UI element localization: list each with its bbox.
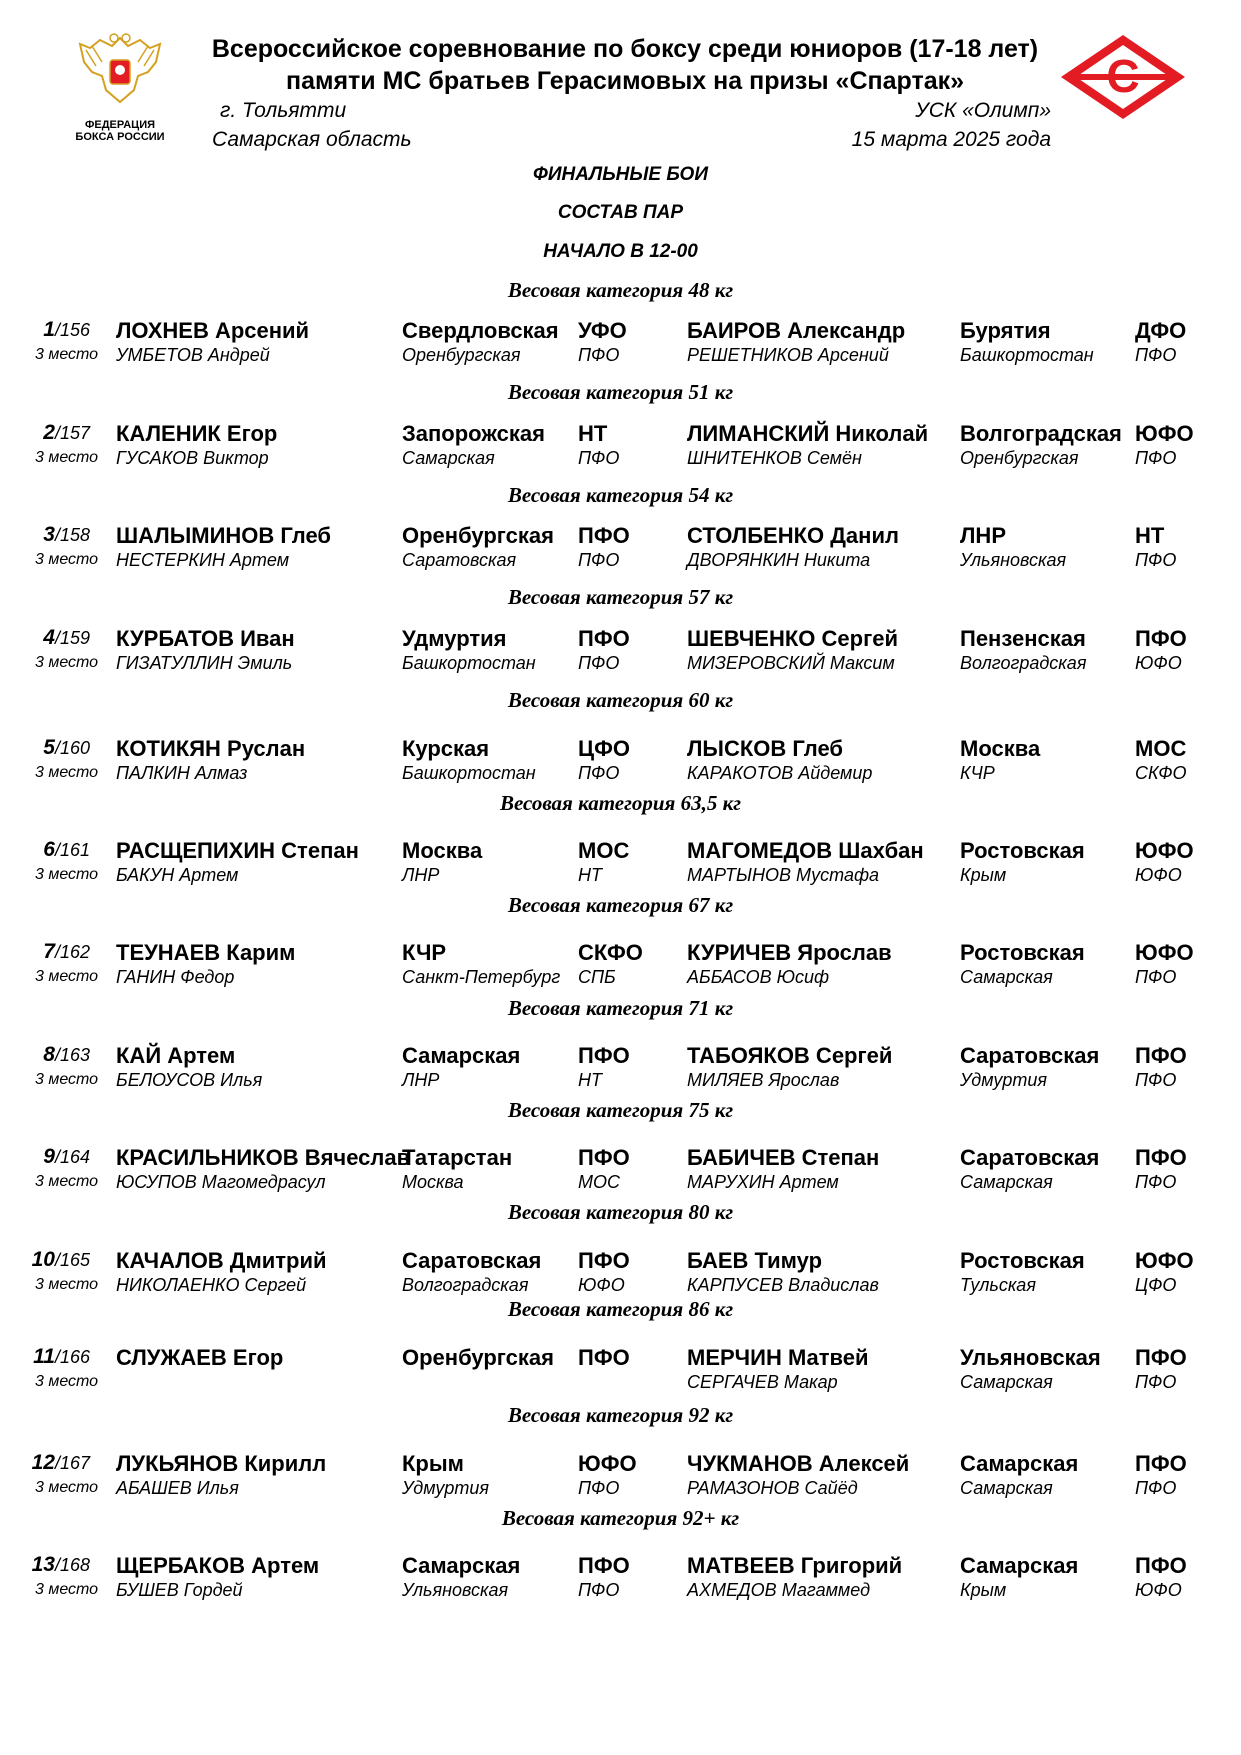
bout-code: 167: [59, 1453, 90, 1473]
third-place-a-region: Санкт-Петербург: [402, 967, 561, 987]
weight-category-heading: Весовая категория 92 кг: [507, 1403, 734, 1427]
third-place-b-name: МАРУХИН Артем: [687, 1172, 839, 1192]
red-corner-region: Самарская: [402, 1043, 521, 1068]
red-corner-region: Оренбургская: [402, 1345, 554, 1370]
subheading-finals: ФИНАЛЬНЫЕ БОИ: [533, 164, 708, 185]
page-title-line1: Всероссийское соревнование по боксу среди юниоров (17-18 лет): [211, 35, 1039, 63]
red-corner-region: Саратовская: [402, 1248, 542, 1273]
weight-category-heading: Весовая категория 67 кг: [507, 893, 734, 917]
bout-index: 8: [43, 1043, 55, 1066]
red-corner-region: Удмуртия: [402, 626, 507, 651]
third-place-b-region: Тульская: [960, 1275, 1036, 1295]
blue-corner-region: Саратовская: [960, 1043, 1100, 1068]
third-place-a-district: ЮФО: [578, 1275, 625, 1295]
blue-corner-region: Ульяновская: [960, 1345, 1101, 1370]
bout-index: 1: [43, 318, 55, 341]
red-corner-name: РАСЩЕПИХИН Степан: [116, 838, 359, 863]
blue-corner-region: Самарская: [960, 1553, 1079, 1578]
blue-corner-district: МОС: [1135, 736, 1187, 761]
third-place-a-region: Волгоградская: [402, 1275, 529, 1295]
blue-corner-name: МАГОМЕДОВ Шахбан: [687, 838, 924, 863]
blue-corner-name: МЕРЧИН Матвей: [687, 1345, 869, 1370]
third-place-a-name: ПАЛКИН Алмаз: [116, 763, 248, 783]
blue-corner-district: ПФО: [1135, 1451, 1187, 1476]
bout-number: [43, 1145, 90, 1169]
city-label: г. Тольятти: [220, 99, 347, 122]
bout-code: 157: [59, 423, 90, 443]
bout-separator: /: [54, 1453, 60, 1473]
third-place-b-district: ЮФО: [1135, 865, 1182, 885]
third-place-a-region: ЛНР: [402, 1070, 440, 1090]
bout-index: 11: [33, 1345, 55, 1368]
third-place-label: 3 место: [35, 346, 99, 363]
eagle-emblem-icon: [72, 32, 168, 112]
blue-corner-district: ПФО: [1135, 626, 1187, 651]
logo-caption-2: БОКСА РОССИИ: [75, 131, 165, 143]
red-corner-district: СКФО: [578, 940, 643, 965]
bout-separator: /: [54, 423, 60, 443]
bout-code: 159: [59, 628, 90, 648]
third-place-b-district: ЮФО: [1135, 1580, 1182, 1600]
red-corner-name: КРАСИЛЬНИКОВ Вячеслав: [116, 1145, 411, 1170]
bout-index: 12: [31, 1451, 55, 1474]
third-place-label: 3 место: [35, 449, 99, 466]
third-place-b-region: Самарская: [960, 1372, 1053, 1392]
bout-index: 4: [43, 626, 55, 649]
page-title-line2: памяти МС братьев Герасимовых на призы «Спартак»: [285, 67, 965, 95]
third-place-a-name: АБАШЕВ Илья: [116, 1478, 239, 1498]
weight-category-heading: Весовая категория 48 кг: [507, 278, 734, 302]
third-place-b-region: Волгоградская: [960, 653, 1087, 673]
red-corner-region: Курская: [402, 736, 490, 761]
bout-separator: /: [54, 1347, 60, 1367]
third-place-a-region: Оренбургская: [402, 345, 521, 365]
bout-separator: /: [54, 525, 60, 545]
blue-corner-district: ЮФО: [1135, 1248, 1194, 1273]
blue-corner-district: ЮФО: [1135, 838, 1194, 863]
weight-category-heading: Весовая категория 54 кг: [507, 483, 734, 507]
third-place-b-name: ШНИТЕНКОВ Семён: [687, 448, 862, 468]
third-place-b-district: ПФО: [1135, 345, 1177, 365]
third-place-label: 3 место: [35, 1373, 99, 1390]
bout-code: 163: [59, 1045, 90, 1065]
third-place-a-name: УМБЕТОВ Андрей: [116, 345, 270, 365]
third-place-a-region: ЛНР: [402, 865, 440, 885]
third-place-label: 3 место: [35, 1276, 99, 1293]
third-place-b-region: Самарская: [960, 967, 1053, 987]
third-place-b-region: Крым: [960, 865, 1007, 885]
third-place-b-region: Крым: [960, 1580, 1007, 1600]
third-place-b-name: СЕРГАЧЕВ Макар: [687, 1372, 838, 1392]
red-corner-name: СЛУЖАЕВ Егор: [116, 1345, 284, 1370]
red-corner-district: ЮФО: [578, 1451, 637, 1476]
third-place-a-region: Башкортостан: [402, 763, 536, 783]
red-corner-name: ЩЕРБАКОВ Артем: [116, 1553, 320, 1578]
third-place-label: 3 место: [35, 1173, 99, 1190]
bout-number: [33, 1345, 90, 1369]
blue-corner-district: НТ: [1135, 523, 1165, 548]
bout-number: [32, 1451, 90, 1475]
spartak-letter: С: [1106, 50, 1140, 102]
red-corner-district: ПФО: [578, 1248, 630, 1273]
third-place-b-district: ПФО: [1135, 550, 1177, 570]
third-place-a-name: БУШЕВ Гордей: [116, 1580, 243, 1600]
blue-corner-region: Волгоградская: [960, 421, 1122, 446]
red-corner-region: Татарстан: [402, 1145, 513, 1170]
third-place-b-name: КАРАКОТОВ Айдемир: [687, 763, 873, 783]
bout-index: 5: [43, 736, 55, 759]
bout-number: [43, 1043, 90, 1067]
subheading-start: НАЧАЛО В 12-00: [543, 241, 698, 262]
third-place-b-region: КЧР: [960, 763, 995, 783]
bout-number: [32, 1553, 90, 1577]
bout-number: [43, 940, 90, 964]
blue-corner-name: СТОЛБЕНКО Данил: [687, 523, 899, 548]
bout-number: [43, 626, 90, 650]
red-corner-district: УФО: [578, 318, 627, 343]
third-place-a-region: Удмуртия: [402, 1478, 490, 1498]
third-place-a-district: ПФО: [578, 550, 620, 570]
blue-corner-name: БАИРОВ Александр: [687, 318, 906, 343]
blue-corner-region: ЛНР: [960, 523, 1006, 548]
blue-corner-name: БАБИЧЕВ Степан: [687, 1145, 880, 1170]
bout-code: 162: [59, 942, 90, 962]
bout-index: 6: [43, 838, 55, 861]
third-place-label: 3 место: [35, 1479, 99, 1496]
blue-corner-region: Самарская: [960, 1451, 1079, 1476]
third-place-b-name: КАРПУСЕВ Владислав: [687, 1275, 879, 1295]
bout-code: 160: [59, 738, 90, 758]
bout-number: [43, 838, 90, 862]
third-place-b-district: ПФО: [1135, 448, 1177, 468]
red-corner-region: Свердловская: [402, 318, 559, 343]
blue-corner-region: Москва: [960, 736, 1041, 761]
third-place-label: 3 место: [35, 764, 99, 781]
third-place-a-name: ГУСАКОВ Виктор: [116, 448, 269, 468]
bout-separator: /: [54, 1555, 60, 1575]
third-place-a-region: Москва: [402, 1172, 464, 1192]
third-place-b-region: Ульяновская: [960, 550, 1067, 570]
weight-category-heading: Весовая категория 71 кг: [507, 996, 734, 1020]
bout-code: 165: [59, 1250, 90, 1270]
blue-corner-region: Саратовская: [960, 1145, 1100, 1170]
bout-code: 166: [59, 1347, 90, 1367]
bout-separator: /: [54, 840, 60, 860]
third-place-label: 3 место: [35, 551, 99, 568]
bout-separator: /: [54, 320, 60, 340]
date-label: 15 марта 2025 года: [851, 128, 1051, 151]
third-place-label: 3 место: [35, 654, 99, 671]
blue-corner-name: ШЕВЧЕНКО Сергей: [687, 626, 898, 651]
weight-category-heading: Весовая категория 75 кг: [507, 1098, 734, 1122]
bout-separator: /: [54, 738, 60, 758]
third-place-label: 3 место: [35, 866, 99, 883]
bout-code: 156: [59, 320, 90, 340]
third-place-b-region: Башкортостан: [960, 345, 1094, 365]
third-place-a-name: БАКУН Артем: [116, 865, 239, 885]
third-place-a-district: ПФО: [578, 345, 620, 365]
red-corner-name: КУРБАТОВ Иван: [116, 626, 295, 651]
spartak-rhombus-icon: [1058, 32, 1188, 122]
third-place-a-district: СПБ: [578, 967, 616, 987]
third-place-b-district: СКФО: [1135, 763, 1187, 783]
red-corner-region: Самарская: [402, 1553, 521, 1578]
third-place-a-district: ПФО: [578, 763, 620, 783]
weight-category-heading: Весовая категория 51 кг: [507, 380, 734, 404]
third-place-a-district: ПФО: [578, 653, 620, 673]
third-place-a-district: ПФО: [578, 448, 620, 468]
third-place-a-region: Башкортостан: [402, 653, 536, 673]
blue-corner-district: ЮФО: [1135, 940, 1194, 965]
third-place-b-region: Оренбургская: [960, 448, 1079, 468]
third-place-b-name: РАМАЗОНОВ Сайёд: [687, 1478, 858, 1498]
third-place-label: 3 место: [35, 1071, 99, 1088]
third-place-a-district: ПФО: [578, 1478, 620, 1498]
bout-index: 13: [31, 1553, 55, 1576]
bout-separator: /: [54, 1045, 60, 1065]
red-corner-region: Крым: [402, 1451, 464, 1476]
third-place-a-name: НЕСТЕРКИН Артем: [116, 550, 290, 570]
third-place-b-region: Самарская: [960, 1478, 1053, 1498]
third-place-a-name: ГИЗАТУЛЛИН Эмиль: [116, 653, 293, 673]
red-corner-name: КОТИКЯН Руслан: [116, 736, 306, 761]
red-corner-region: Оренбургская: [402, 523, 554, 548]
bout-code: 158: [59, 525, 90, 545]
third-place-a-name: ЮСУПОВ Магомедрасул: [116, 1172, 326, 1192]
red-corner-name: КАЛЕНИК Егор: [116, 421, 278, 446]
blue-corner-district: ДФО: [1135, 318, 1187, 343]
weight-category-heading: Весовая категория 63,5 кг: [499, 791, 742, 815]
blue-corner-name: ЛЫСКОВ Глеб: [687, 736, 843, 761]
blue-corner-name: ТАБОЯКОВ Сергей: [687, 1043, 893, 1068]
red-corner-name: КАЙ Артем: [116, 1043, 236, 1068]
third-place-b-district: ПФО: [1135, 967, 1177, 987]
blue-corner-region: Ростовская: [960, 1248, 1085, 1273]
third-place-b-name: МИЗЕРОВСКИЙ Максим: [687, 653, 895, 673]
blue-corner-region: Ростовская: [960, 940, 1085, 965]
blue-corner-region: Ростовская: [960, 838, 1085, 863]
bout-separator: /: [54, 1250, 60, 1270]
bout-index: 9: [43, 1145, 55, 1168]
red-corner-district: НТ: [578, 421, 608, 446]
third-place-b-name: МАРТЫНОВ Мустафа: [687, 865, 879, 885]
red-corner-district: ПФО: [578, 523, 630, 548]
bout-code: 164: [59, 1147, 90, 1167]
third-place-b-district: ПФО: [1135, 1372, 1177, 1392]
weight-category-heading: Весовая категория 57 кг: [507, 585, 734, 609]
third-place-b-district: ЮФО: [1135, 653, 1182, 673]
red-corner-region: Москва: [402, 838, 483, 863]
blue-corner-region: Пензенская: [960, 626, 1086, 651]
third-place-a-name: НИКОЛАЕНКО Сергей: [116, 1275, 307, 1295]
venue-label: УСК «Олимп»: [915, 99, 1051, 122]
bout-index: 10: [31, 1248, 55, 1271]
weight-category-heading: Весовая категория 92+ кг: [501, 1506, 740, 1530]
third-place-a-district: НТ: [578, 1070, 602, 1090]
blue-corner-region: Бурятия: [960, 318, 1051, 343]
weight-category-heading: Весовая категория 60 кг: [507, 688, 734, 712]
bout-number: [43, 736, 90, 760]
third-place-a-district: НТ: [578, 865, 602, 885]
red-corner-district: ЦФО: [578, 736, 630, 761]
bout-code: 161: [59, 840, 90, 860]
third-place-a-district: МОС: [578, 1172, 620, 1192]
red-corner-name: ЛУКЬЯНОВ Кирилл: [116, 1451, 327, 1476]
red-corner-name: ШАЛЫМИНОВ Глеб: [116, 523, 331, 548]
weight-category-heading: Весовая категория 80 кг: [507, 1200, 734, 1224]
federation-logo: [72, 32, 168, 144]
blue-corner-district: ЮФО: [1135, 421, 1194, 446]
blue-corner-district: ПФО: [1135, 1043, 1187, 1068]
blue-corner-name: МАТВЕЕВ Григорий: [687, 1553, 903, 1578]
red-corner-district: ПФО: [578, 1345, 630, 1370]
third-place-a-district: ПФО: [578, 1580, 620, 1600]
third-place-b-district: ПФО: [1135, 1070, 1177, 1090]
blue-corner-name: ЛИМАНСКИЙ Николай: [687, 421, 929, 446]
third-place-b-district: ПФО: [1135, 1478, 1177, 1498]
third-place-b-name: РЕШЕТНИКОВ Арсений: [687, 345, 889, 365]
blue-corner-name: ЧУКМАНОВ Алексей: [687, 1451, 910, 1476]
third-place-b-name: АХМЕДОВ Магаммед: [687, 1580, 871, 1600]
red-corner-name: ЛОХНЕВ Арсений: [116, 318, 310, 343]
blue-corner-name: БАЕВ Тимур: [687, 1248, 823, 1273]
third-place-b-region: Удмуртия: [960, 1070, 1048, 1090]
bout-code: 168: [59, 1555, 90, 1575]
bout-index: 3: [43, 523, 55, 546]
red-corner-district: ПФО: [578, 1043, 630, 1068]
weight-category-heading: Весовая категория 86 кг: [507, 1297, 734, 1321]
red-corner-name: КАЧАЛОВ Дмитрий: [116, 1248, 327, 1273]
bout-number: [43, 421, 90, 445]
third-place-a-region: Ульяновская: [402, 1580, 509, 1600]
blue-corner-name: КУРИЧЕВ Ярослав: [687, 940, 892, 965]
blue-corner-district: ПФО: [1135, 1145, 1187, 1170]
third-place-a-name: БЕЛОУСОВ Илья: [116, 1070, 263, 1090]
third-place-b-region: Самарская: [960, 1172, 1053, 1192]
bout-separator: /: [54, 942, 60, 962]
bout-index: 7: [43, 940, 55, 963]
third-place-a-region: Саратовская: [402, 550, 517, 570]
third-place-label: 3 место: [35, 968, 99, 985]
red-corner-district: МОС: [578, 838, 630, 863]
third-place-b-name: МИЛЯЕВ Ярослав: [687, 1070, 840, 1090]
region-label: Самарская область: [212, 128, 412, 151]
third-place-b-name: АББАСОВ Юсиф: [687, 967, 830, 987]
third-place-a-region: Самарская: [402, 448, 495, 468]
logo-caption-1: ФЕДЕРАЦИЯ: [84, 119, 156, 131]
third-place-label: 3 место: [35, 1581, 99, 1598]
red-corner-region: КЧР: [402, 940, 447, 965]
red-corner-district: ПФО: [578, 1145, 630, 1170]
bout-number: [32, 1248, 90, 1272]
bout-separator: /: [54, 628, 60, 648]
third-place-b-name: ДВОРЯНКИН Никита: [687, 550, 871, 570]
red-corner-region: Запорожская: [402, 421, 545, 446]
blue-corner-district: ПФО: [1135, 1553, 1187, 1578]
subheading-pairs: СОСТАВ ПАР: [557, 202, 684, 223]
bout-number: [43, 523, 90, 547]
third-place-a-name: ГАНИН Федор: [116, 967, 235, 987]
blue-corner-district: ПФО: [1135, 1345, 1187, 1370]
red-corner-district: ПФО: [578, 626, 630, 651]
spartak-logo: [1058, 32, 1188, 122]
bout-index: 2: [43, 421, 55, 444]
bout-separator: /: [54, 1147, 60, 1167]
red-corner-district: ПФО: [578, 1553, 630, 1578]
bout-number: [43, 318, 90, 342]
third-place-b-district: ПФО: [1135, 1172, 1177, 1192]
third-place-b-district: ЦФО: [1135, 1275, 1177, 1295]
red-corner-name: ТЕУНАЕВ Карим: [116, 940, 296, 965]
